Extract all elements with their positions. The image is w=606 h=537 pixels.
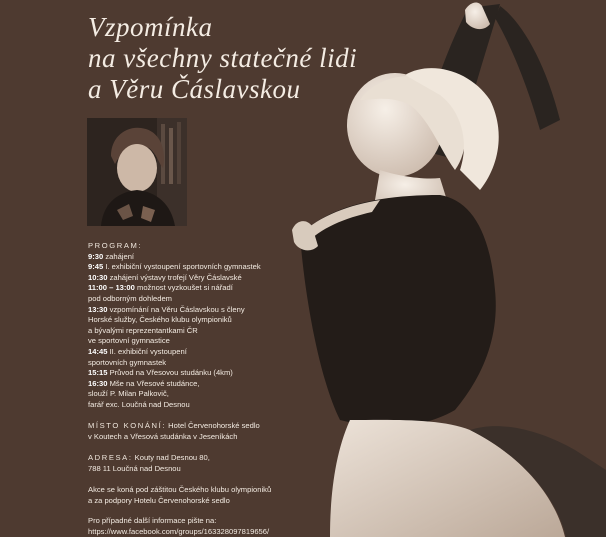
program-text: sportovních gymnastek	[88, 357, 167, 367]
program-text: farář exc. Loučná nad Desnou	[88, 399, 190, 409]
program-text: možnost vyzkoušet si nářadí	[137, 283, 233, 293]
address-line-1: Kouty nad Desnou 80,	[134, 453, 210, 462]
program-item	[88, 294, 318, 305]
facebook-link[interactable]: https://www.facebook.com/groups/163328097819656/	[88, 526, 270, 536]
program-item	[88, 326, 318, 337]
program-time: 9:30	[88, 251, 104, 261]
program-item	[88, 358, 318, 369]
program-time: 10:30	[88, 272, 108, 282]
program-text: zahájení výstavy trofejí Věry Čáslavské	[109, 272, 242, 282]
program-item	[88, 368, 318, 379]
program-item	[88, 389, 318, 400]
portrait-photo	[87, 118, 187, 226]
patronage-block	[88, 485, 328, 506]
title-line-2: na všechny statečné lidi	[88, 43, 358, 73]
program-text: Mše na Vřesové studánce,	[109, 378, 200, 388]
program-text: zahájení	[105, 251, 135, 261]
title-line-1: Vzpomínka	[88, 12, 213, 42]
program-text: slouží P. Milan Palkovič,	[88, 389, 169, 399]
patronage-line-1: Akce se koná pod záštitou Českého klubu olympioniků	[88, 485, 272, 494]
patronage-line-2: a za podpory Hotelu Červenohorské sedlo	[88, 495, 230, 505]
program-schedule	[88, 241, 318, 411]
venue-label: MÍSTO KONÁNÍ:	[88, 421, 167, 430]
program-item	[88, 379, 318, 390]
program-item	[88, 315, 318, 326]
program-text: I. exhibiční vystoupení sportovních gymnastek	[105, 262, 261, 272]
program-text: a bývalými reprezentantkami ČR	[88, 325, 198, 335]
address-block	[88, 453, 328, 474]
poster-title	[88, 12, 357, 105]
program-time: 9:45	[88, 262, 104, 272]
contact-block	[88, 516, 328, 537]
program-time: 15:15	[88, 368, 108, 378]
program-item	[88, 252, 318, 263]
program-item	[88, 262, 318, 273]
title-line-3: a Věru Čáslavskou	[88, 74, 301, 104]
program-time: 13:30	[88, 304, 108, 314]
program-text: Horské služby, Českého klubu olympioniků	[88, 315, 232, 325]
program-item	[88, 336, 318, 347]
venue-block	[88, 421, 328, 442]
venue-line-2: v Koutech a Vřesová studánka v Jeseníkách	[88, 431, 238, 441]
program-text: ve sportovní gymnastice	[88, 336, 170, 346]
contact-line-1: Pro případné další informace pište na:	[88, 516, 217, 525]
address-label: ADRESA:	[88, 453, 133, 462]
program-text: II. exhibiční vystoupení	[109, 346, 187, 356]
program-label: PROGRAM:	[88, 241, 143, 250]
program-time: 11:00 – 13:00	[88, 283, 135, 293]
program-time: 16:30	[88, 378, 108, 388]
program-time: 14:45	[88, 346, 108, 356]
program-text: vzpomínání na Věru Čáslavskou s členy	[109, 304, 245, 314]
program-item	[88, 283, 318, 294]
program-text: Průvod na Vřesovou studánku (4km)	[109, 368, 233, 378]
program-item	[88, 305, 318, 316]
program-text: pod odborným dohledem	[88, 293, 173, 303]
venue-line-1: Hotel Červenohorské sedlo	[168, 421, 260, 430]
program-item	[88, 273, 318, 284]
address-line-2: 788 11 Loučná nad Desnou	[88, 463, 181, 473]
program-item	[88, 400, 318, 411]
program-item	[88, 347, 318, 358]
